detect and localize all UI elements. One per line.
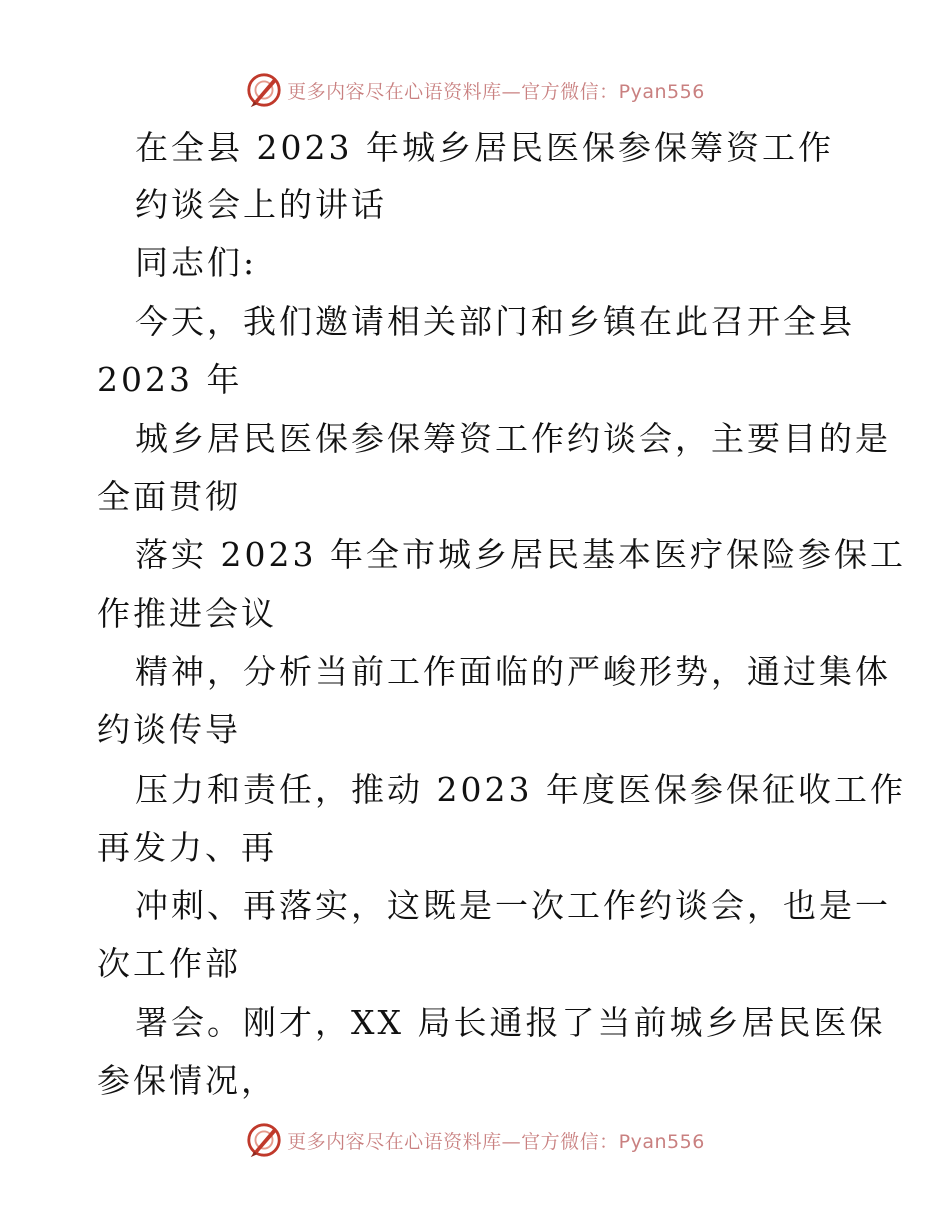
quill-logo-icon bbox=[245, 71, 283, 109]
text-line: 2023 年 bbox=[97, 360, 243, 399]
watermark-wechat-id: Pyan556 bbox=[618, 1130, 705, 1153]
text-line: 约谈传导 bbox=[97, 710, 241, 749]
text-line: 全面贯彻 bbox=[97, 477, 241, 516]
text-line: 次工作部 bbox=[97, 944, 241, 983]
quill-logo-icon bbox=[245, 1121, 283, 1159]
text-line: 精神，分析当前工作面临的严峻形势，通过集体 bbox=[135, 652, 891, 691]
watermark-text: 更多内容尽在心语资料库—官方微信：Pyan556 bbox=[287, 80, 705, 103]
watermark-wechat-id: Pyan556 bbox=[618, 80, 705, 103]
watermark-text: 更多内容尽在心语资料库—官方微信：Pyan556 bbox=[287, 1130, 705, 1153]
text-line: 参保情况， bbox=[97, 1061, 277, 1100]
document-title-line-1: 在全县 2023 年城乡居民医保参保筹资工作 bbox=[135, 128, 834, 167]
watermark-banner-top bbox=[0, 70, 950, 110]
watermark-banner-bottom bbox=[0, 1120, 950, 1160]
text-line: 再发力、再 bbox=[97, 828, 277, 867]
text-line: 今天，我们邀请相关部门和乡镇在此召开全县 bbox=[135, 302, 855, 341]
text-line: 压力和责任，推动 2023 年度医保参保征收工作 bbox=[135, 770, 906, 809]
text-line: 作推进会议 bbox=[97, 594, 277, 633]
text-line: 署会。刚才，XX 局长通报了当前城乡居民医保 bbox=[135, 1003, 886, 1042]
document-title-line-2: 约谈会上的讲话 bbox=[135, 185, 387, 224]
text-line: 城乡居民医保参保筹资工作约谈会，主要目的是 bbox=[135, 419, 891, 458]
salutation: 同志们: bbox=[135, 243, 258, 282]
text-line: 落实 2023 年全市城乡居民基本医疗保险参保工 bbox=[135, 535, 906, 574]
text-line: 冲刺、再落实，这既是一次工作约谈会，也是一 bbox=[135, 886, 891, 925]
